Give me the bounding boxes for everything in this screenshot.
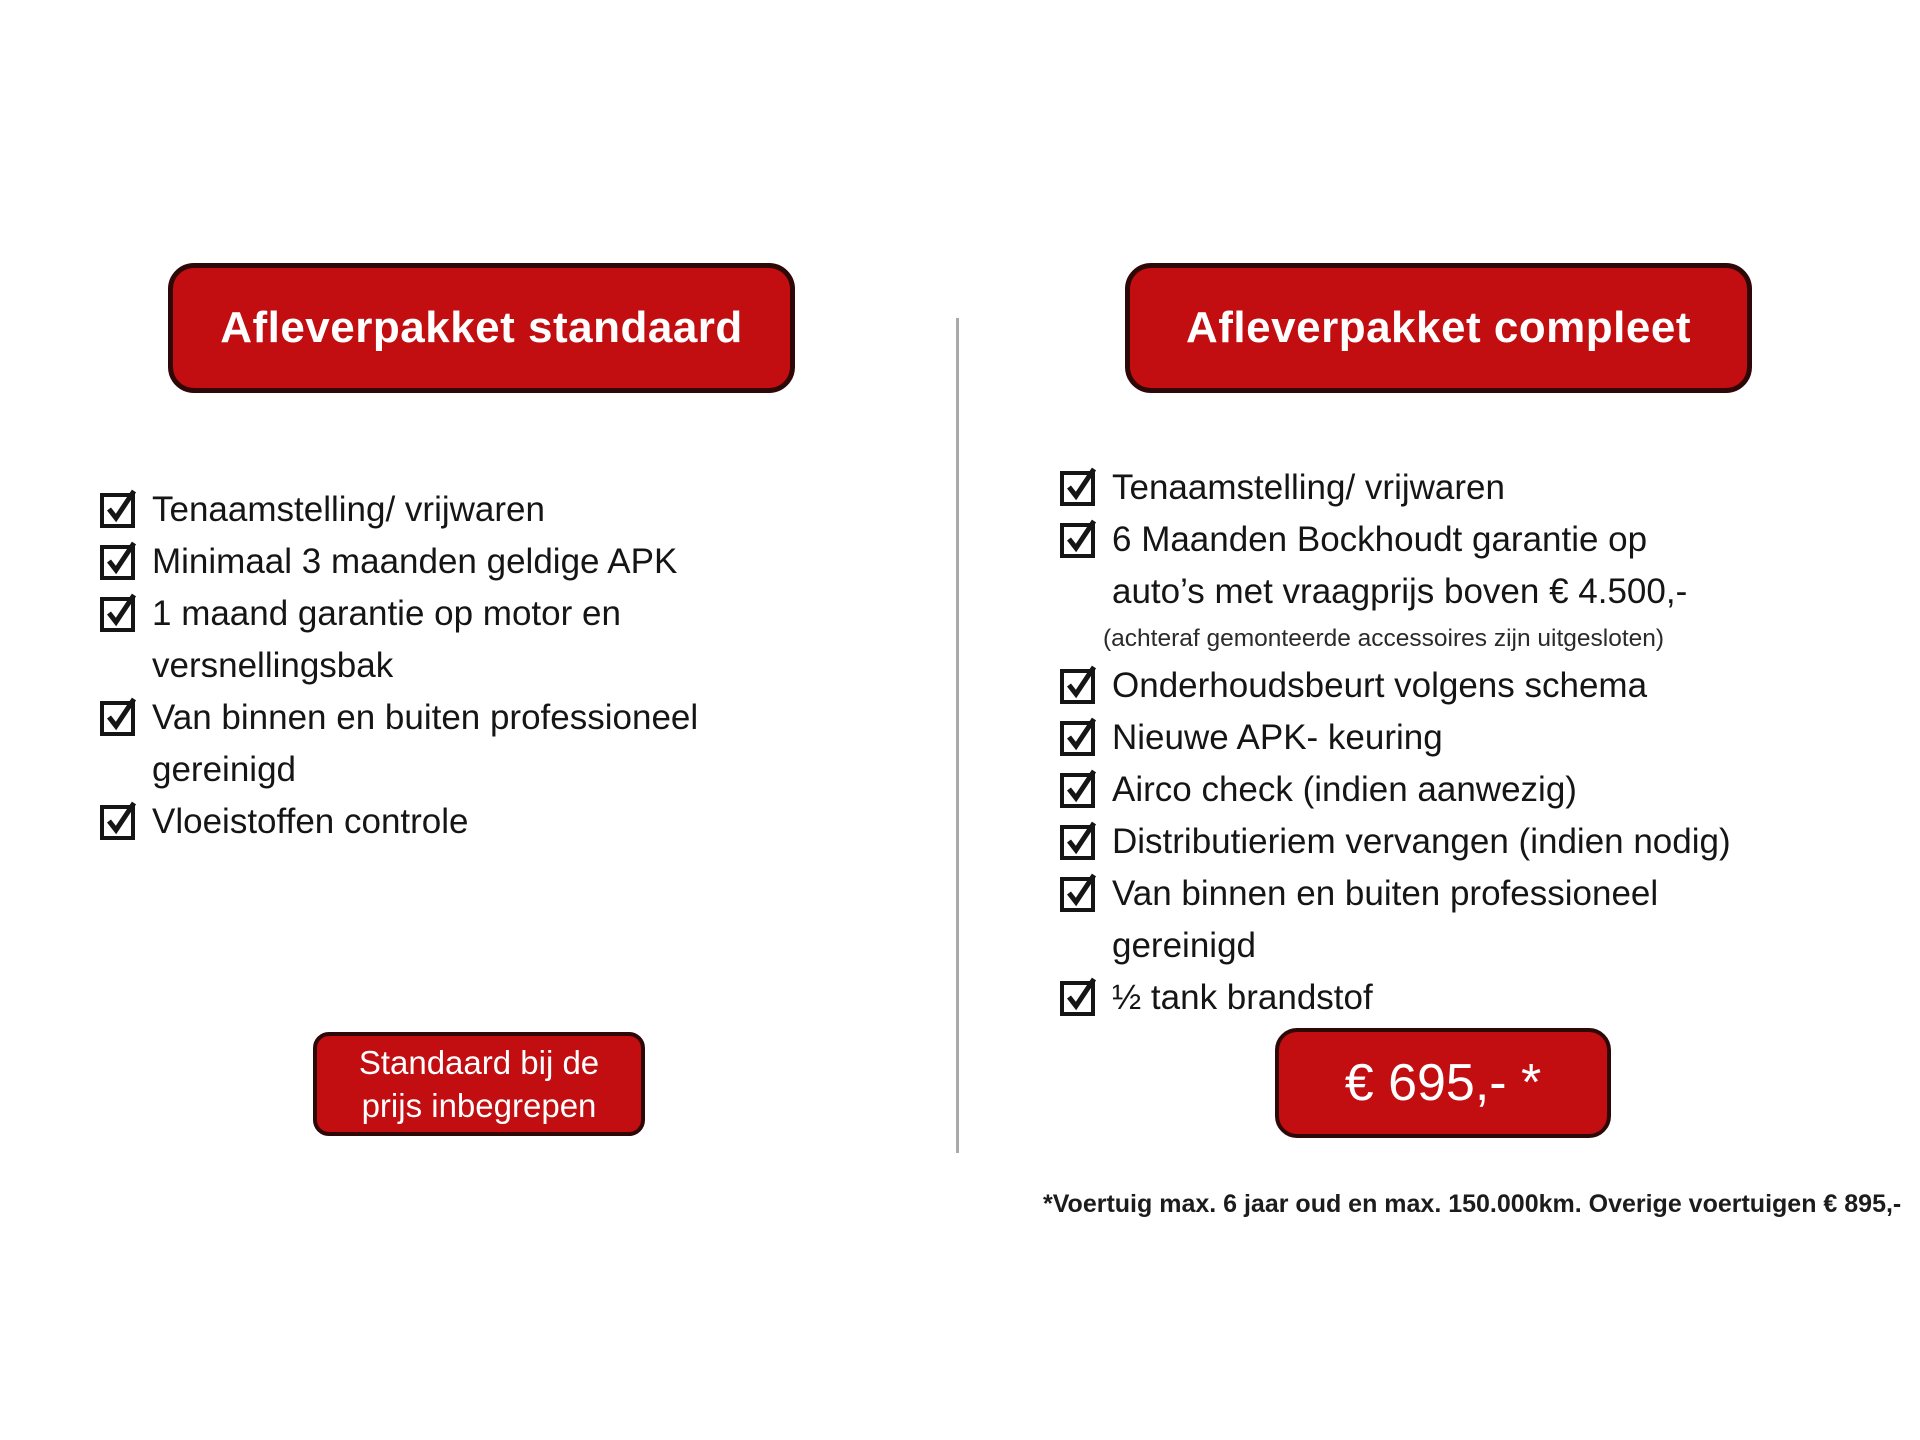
checkbox-checked-icon: [1060, 669, 1095, 704]
left-package-header-label: Afleverpakket standaard: [220, 303, 743, 352]
item-line: Van binnen en buiten professioneel: [1112, 874, 1659, 913]
checkbox-checked-icon: [1060, 523, 1095, 558]
price-badge-label: € 695,- *: [1344, 1054, 1542, 1112]
list-item: [100, 588, 760, 692]
item-line: auto’s met vraagprijs boven € 4.500,-: [1112, 572, 1688, 611]
complete-package-checklist: [1060, 462, 1800, 1024]
item-line: Airco check (indien aanwezig): [1112, 770, 1577, 809]
item-line: Tenaamstelling/ vrijwaren: [152, 490, 545, 529]
list-item: [100, 536, 760, 588]
item-line: Distributieriem vervangen (indien nodig): [1112, 822, 1731, 861]
list-item: [100, 796, 760, 848]
list-item: [1060, 462, 1800, 514]
included-badge: [313, 1032, 645, 1136]
item-line: gereinigd: [152, 750, 296, 789]
item-line: 1 maand garantie op motor en: [152, 594, 621, 633]
item-line: Onderhoudsbeurt volgens schema: [1112, 666, 1648, 705]
list-item: [1060, 868, 1800, 972]
list-item: [1060, 712, 1800, 764]
list-item: [1060, 764, 1800, 816]
list-item: [1060, 972, 1800, 1024]
item-line: Van binnen en buiten professioneel: [152, 698, 699, 737]
item-line: 6 Maanden Bockhoudt garantie op: [1112, 520, 1648, 559]
checkbox-checked-icon: [1060, 981, 1095, 1016]
checkbox-checked-icon: [1060, 721, 1095, 756]
item-line: versnellingsbak: [152, 646, 394, 685]
checkbox-checked-icon: [100, 545, 135, 580]
right-package-header-label: Afleverpakket compleet: [1186, 303, 1691, 352]
list-item: [100, 484, 760, 536]
right-package-header: [1125, 263, 1752, 393]
item-line: ½ tank brandstof: [1112, 978, 1373, 1017]
price-footnote: *Voertuig max. 6 jaar oud en max. 150.000km. Overige voertuigen € 895,-: [1043, 1190, 1902, 1218]
item-line: Tenaamstelling/ vrijwaren: [1112, 468, 1505, 507]
item-line: Nieuwe APK- keuring: [1112, 718, 1443, 757]
checkbox-checked-icon: [1060, 877, 1095, 912]
checkbox-checked-icon: [100, 597, 135, 632]
item-note: (achteraf gemonteerde accessoires zijn uitgesloten): [1103, 625, 1665, 652]
checkbox-checked-icon: [1060, 471, 1095, 506]
checkbox-checked-icon: [1060, 773, 1095, 808]
included-badge-line: Standaard bij de: [358, 1044, 600, 1081]
checkbox-checked-icon: [100, 701, 135, 736]
list-item: [100, 692, 760, 796]
checkbox-checked-icon: [100, 805, 135, 840]
left-package-header: [168, 263, 795, 393]
item-line: gereinigd: [1112, 926, 1256, 965]
list-item: [1060, 514, 1800, 660]
standard-package-checklist: [100, 484, 760, 848]
price-badge: [1275, 1028, 1611, 1138]
list-item: [1060, 660, 1800, 712]
item-line: Minimaal 3 maanden geldige APK: [152, 542, 678, 581]
included-badge-line: prijs inbegrepen: [361, 1087, 597, 1124]
checkbox-checked-icon: [1060, 825, 1095, 860]
list-item: [1060, 816, 1800, 868]
vertical-divider: [956, 318, 959, 1153]
item-line: Vloeistoffen controle: [152, 802, 469, 841]
checkbox-checked-icon: [100, 493, 135, 528]
